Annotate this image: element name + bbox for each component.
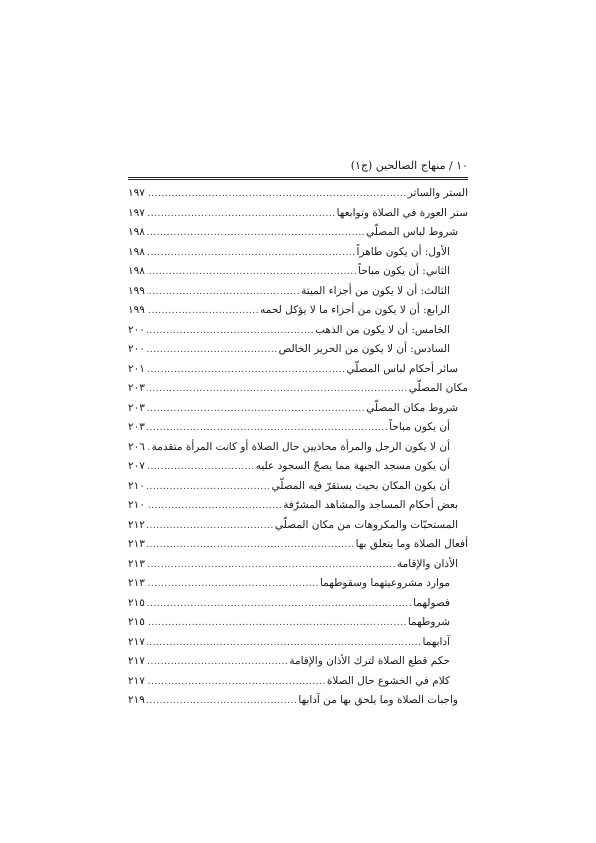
toc-entry [128,301,468,321]
dot-leader [147,653,288,673]
toc-entry-title: حكم قطع الصلاة لترك الأذان والإقامة [289,655,450,667]
toc-entry [128,321,468,341]
toc-entry-page-number: ٢٠١ [128,362,145,375]
toc-entry [128,379,468,399]
dot-leader [147,517,274,537]
toc-entry [128,360,468,380]
toc-entry-title: الثاني: أن يكون مباحاً [358,265,450,277]
toc-entry-title: كلام في الخشوع حال الصلاة [326,674,450,687]
toc-entry-title: أفعال الصلاة وما يتعلق بها [355,538,468,550]
toc-entry-title: مكان المصلّي [408,382,468,394]
toc-entry-page-number: ٢١٠ [128,499,145,511]
dot-leader [147,419,388,439]
toc-entry-title: شروط مكان المصلّي [366,401,458,414]
dot-leader [147,575,319,595]
toc-entry-title: بعض أحكام المساجد والمشاهد المشرّفة [283,499,458,511]
toc-entry-page-number: ٢١٢ [128,518,145,531]
toc-entry-title: المستحبّات والمكروهات من مكان المصلّي [274,518,458,531]
toc-entry-title: السادس: أن لا يكون من الحرير الخالص [278,343,450,355]
dot-leader [147,322,314,342]
toc-entry-title: أن يكون المكان بحيث يستقرّ فيه المصلّي [271,479,450,492]
toc-entry [128,672,468,692]
toc-entry-page-number: ١٩٩ [128,304,145,316]
dot-leader [147,244,356,264]
toc-entry [128,496,468,516]
dot-leader [147,400,365,420]
toc-entry [128,184,468,204]
toc-entry-page-number: ٢١٧ [128,635,145,648]
dot-leader [147,478,271,498]
toc-entry [128,457,468,477]
toc-entry-page-number: ٢١٣ [128,577,145,589]
toc-entry [128,340,468,360]
toc-entry [128,613,468,633]
dot-leader [147,205,336,225]
table-of-contents [128,184,468,711]
toc-entry-title: واجبات الصلاة وما يلحق بها من آدابها [298,694,458,706]
toc-entry-page-number: ١٩٨ [128,245,145,258]
toc-entry-title: الأول: أن يكون طاهراً [356,245,450,258]
dot-leader [147,458,255,478]
toc-entry [128,399,468,419]
toc-entry [128,262,468,282]
dot-leader [147,536,355,556]
dot-leader [147,673,326,693]
toc-entry-page-number: ٢٠٣ [128,421,145,433]
toc-entry-title: الأذان والإقامة [397,557,458,570]
toc-entry-page-number: ٢١٥ [128,616,145,628]
dot-leader [147,224,365,244]
dot-leader [147,497,282,517]
toc-entry [128,204,468,224]
toc-entry [128,418,468,438]
toc-entry-page-number: ٢١٩ [128,694,145,706]
dot-leader [147,614,407,634]
toc-entry-title: فصولهما [413,596,450,609]
toc-entry-title: أن يكون مباحاً [389,421,450,433]
dot-leader [147,595,412,615]
dot-leader [147,263,357,283]
dot-leader [147,341,278,361]
toc-entry-title: الستر والساتر [407,187,468,199]
toc-entry-title: أن يكون مسجد الجبهة مما يصحّ السجود عليه [255,460,450,472]
header-rule-line [128,177,468,178]
toc-entry-page-number: ٢٠٧ [128,460,145,472]
toc-entry [128,282,468,302]
toc-entry-page-number: ١٩٩ [128,284,145,297]
toc-entry [128,652,468,672]
toc-entry-title: الرابع: أن لا يكون من أجزاء ما لا يؤكل لحمه [260,304,450,316]
toc-entry [128,243,468,263]
toc-entry-page-number: ٢٠٣ [128,382,145,394]
toc-entry [128,691,468,711]
toc-entry-title: ستر العورة في الصلاة وتوابعها [336,206,468,219]
running-header: ١٠ / منهاج الصالحين (ج١) [350,159,468,172]
toc-entry-page-number: ١٩٨ [128,226,145,238]
toc-entry-title: أن لا يكون الرجل والمرأة محاذيين حال الصلاة أو كانت المرأة متقدمة [151,440,450,453]
toc-entry [128,477,468,497]
toc-entry [128,438,468,458]
dot-leader [147,185,407,205]
toc-entry [128,594,468,614]
toc-entry-page-number: ٢٠٣ [128,401,145,414]
toc-entry-page-number: ١٩٨ [128,265,145,277]
dot-leader [147,556,396,576]
toc-entry-title: آدابهما [422,635,450,648]
dot-leader [147,283,300,303]
toc-entry-title: شروط لباس المصلّي [366,226,458,238]
toc-entry-page-number: ٢٠٦ [128,440,145,453]
toc-entry [128,535,468,555]
toc-entry-page-number: ٢١٥ [128,596,145,609]
toc-entry-page-number: ٢١٣ [128,557,145,570]
dot-leader [147,692,297,712]
toc-entry-title: الثالث: أن لا يكون من أجزاء الميتة [301,284,450,297]
toc-entry-page-number: ١٩٧ [128,206,145,219]
toc-entry-page-number: ٢١٧ [128,674,145,687]
toc-entry-title: موارد مشروعيتهما وسقوطهما [319,577,450,589]
toc-entry-page-number: ٢١٠ [128,479,145,492]
toc-entry [128,574,468,594]
dot-leader [147,380,408,400]
toc-entry-page-number: ٢١٣ [128,538,145,550]
toc-entry-page-number: ١٩٧ [128,187,145,199]
dot-leader [147,302,259,322]
header-rule-line [128,179,468,180]
toc-entry [128,223,468,243]
dot-leader [147,634,421,654]
toc-entry [128,633,468,653]
toc-entry-title: شروطهما [407,616,450,628]
toc-entry-page-number: ٢١٧ [128,655,145,667]
toc-entry-page-number: ٢٠٠ [128,343,145,355]
toc-entry [128,555,468,575]
dot-leader [147,439,151,459]
toc-entry-title: سائر أحكام لباس المصلّي [346,362,458,375]
dot-leader [147,361,345,381]
toc-entry-title: الخامس: أن لا يكون من الذهب [315,323,450,336]
toc-entry-page-number: ٢٠٠ [128,323,145,336]
toc-entry [128,516,468,536]
